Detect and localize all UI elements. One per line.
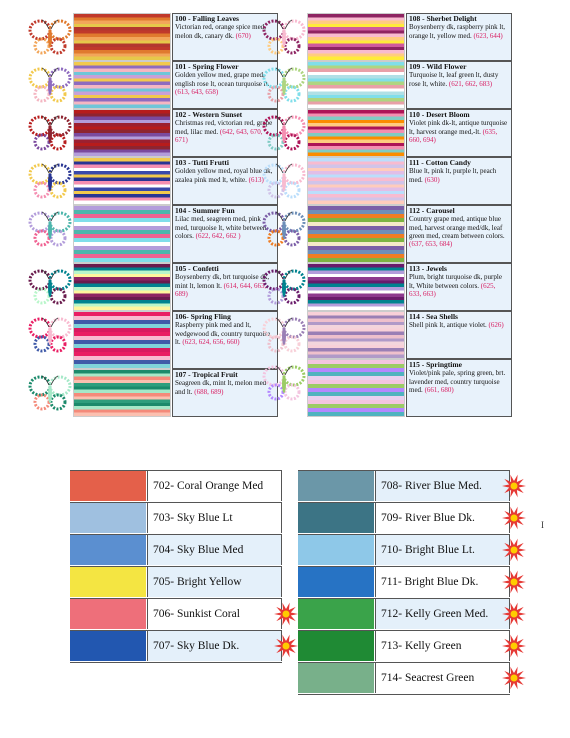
thread-title: 100 - Falling Leaves [175, 14, 239, 23]
thread-swatch [307, 359, 405, 417]
new-star-icon [502, 602, 526, 626]
solid-color-row [298, 663, 510, 695]
solid-color-label: 703- Sky Blue Lt [147, 503, 282, 533]
solid-color-row [70, 631, 282, 663]
thread-numbers: (626) [488, 321, 504, 330]
thread-colors-text: Raspberry pink med and lt, wedgewood dk, country turquoise lt. [175, 321, 271, 346]
thread-title: 110 - Desert Bloom [409, 110, 470, 119]
thread-title: 104 - Summer Fun [175, 206, 235, 215]
thread-title: 102 - Western Sunset [175, 110, 243, 119]
thread-colors-text: Plum, bright turquoise dk, purple lt, White between colors. [409, 273, 502, 290]
butterfly-icon [28, 373, 72, 413]
new-star-icon [274, 602, 298, 626]
thread-swatch [73, 205, 171, 263]
thread-swatch [73, 369, 171, 417]
solid-swatch [298, 663, 374, 693]
thread-description [406, 61, 512, 109]
solid-color-row [298, 599, 510, 631]
thread-numbers: (621, 662, 683) [448, 79, 493, 88]
thread-description [406, 359, 512, 417]
thread-swatch [307, 61, 405, 109]
stray-mark: I [541, 520, 544, 530]
thread-description [406, 109, 512, 157]
thread-title: 103 - Tutti Frutti [175, 158, 229, 167]
thread-title: 113 - Jewels [409, 264, 447, 273]
solid-colors-table-left [70, 470, 282, 663]
butterfly-icon [262, 113, 306, 153]
new-star-icon [502, 570, 526, 594]
thread-title: 114 - Sea Shells [409, 312, 458, 321]
new-star-icon [502, 474, 526, 498]
butterfly-icon [262, 17, 306, 57]
solid-color-label: 713- Kelly Green [375, 631, 510, 661]
thread-title: 108 - Sherbet Delight [409, 14, 477, 23]
thread-colors-text: Blue lt, pink lt, purple lt, peach med. [409, 167, 497, 184]
thread-numbers: (614, 644, 663, 689) [175, 281, 267, 298]
solid-swatch [298, 631, 374, 661]
solid-color-row [70, 471, 282, 503]
solid-color-row [298, 535, 510, 567]
thread-colors-text: Boysenberry dk, brt turquoise dk, mint lt, lemon lt. [175, 273, 270, 290]
thread-colors-text: Christmas red, victorian red, grape med, lilac med. [175, 119, 273, 136]
thread-numbers: (642, 643, 670, 671) [175, 127, 263, 144]
thread-description [406, 13, 512, 61]
thread-numbers: (635, 660, 694) [409, 127, 498, 144]
solid-swatch [70, 567, 146, 597]
solid-color-label: 708- River Blue Med. [375, 471, 510, 501]
thread-colors-text: Lilac med, seagreen med, pink med, turquoise lt, white between colors. [175, 215, 267, 240]
solid-color-row [298, 631, 510, 663]
thread-swatch [307, 157, 405, 205]
thread-colors-text: Shell pink lt, antique violet. [409, 321, 487, 330]
thread-title: 105 - Confetti [175, 264, 219, 273]
thread-swatch [307, 263, 405, 311]
new-star-icon [502, 506, 526, 530]
butterfly-icon [28, 113, 72, 153]
solid-color-label: 714- Seacrest Green [375, 663, 510, 693]
new-star-icon [502, 538, 526, 562]
thread-description [406, 157, 512, 205]
thread-colors-text: Violet pink dk-lt, antique turquoise lt, harvest orange med,-lt. [409, 119, 508, 136]
solid-color-row [298, 503, 510, 535]
thread-title: 111 - Cotton Candy [409, 158, 471, 167]
solid-color-label: 706- Sunkist Coral [147, 599, 282, 629]
solid-color-label: 710- Bright Blue Lt. [375, 535, 510, 565]
thread-colors-text: Turquoise lt, leaf green lt, dusty rose lt, white. [409, 71, 499, 88]
thread-title: 112 - Carousel [409, 206, 455, 215]
thread-colors-text: Golden yellow med, royal blue dk, azalea pink med lt, white. [175, 167, 273, 184]
solid-color-row [70, 503, 282, 535]
solid-color-row [70, 535, 282, 567]
solid-color-label: 709- River Blue Dk. [375, 503, 510, 533]
thread-title: 115 - Springtime [409, 360, 462, 369]
thread-swatch [73, 13, 171, 61]
solid-color-row [298, 471, 510, 503]
thread-colors-text: Boysenberry dk, raspberry pink lt, orange lt, yellow med. [409, 23, 506, 40]
solid-color-row [70, 599, 282, 631]
thread-numbers: (623, 624, 656, 660) [182, 337, 240, 346]
butterfly-icon [262, 267, 306, 307]
butterfly-icon [28, 161, 72, 201]
thread-swatch [73, 61, 171, 109]
thread-swatch [73, 263, 171, 311]
thread-colors-text: Country grape med, antique blue med, harvest orange med/dk, leaf green med, cream between colors. [409, 215, 505, 240]
solid-color-label: 705- Bright Yellow [147, 567, 282, 597]
thread-numbers: (613) [248, 175, 264, 184]
solid-color-label: 707- Sky Blue Dk. [147, 631, 282, 661]
thread-numbers: (623, 644) [473, 31, 503, 40]
thread-numbers: (625, 633, 663) [409, 281, 496, 298]
butterfly-icon [28, 209, 72, 249]
thread-numbers: (613, 643, 658) [175, 87, 219, 96]
butterfly-icon [28, 267, 72, 307]
solid-swatch [70, 471, 146, 501]
solid-color-label: 702- Coral Orange Med [147, 471, 282, 501]
solid-swatch [70, 535, 146, 565]
solid-swatch [298, 599, 374, 629]
new-star-icon [502, 634, 526, 658]
thread-title: 109 - Wild Flower [409, 62, 467, 71]
thread-numbers: (661, 680) [424, 385, 454, 394]
thread-numbers: (637, 653, 684) [409, 240, 453, 249]
solid-swatch [298, 471, 374, 501]
thread-swatch [73, 157, 171, 205]
thread-title: 107 - Tropical Fruit [175, 370, 238, 379]
thread-swatch [73, 109, 171, 157]
solid-color-label: 711- Bright Blue Dk. [375, 567, 510, 597]
butterfly-icon [262, 209, 306, 249]
butterfly-icon [262, 315, 306, 355]
solid-colors-table-right [298, 470, 510, 695]
butterfly-icon [28, 17, 72, 57]
thread-title: 101 - Spring Flower [175, 62, 239, 71]
thread-swatch [307, 311, 405, 359]
butterfly-icon [262, 363, 306, 403]
new-star-icon [502, 666, 526, 690]
solid-swatch [298, 503, 374, 533]
thread-swatch [307, 13, 405, 61]
new-star-icon [274, 634, 298, 658]
thread-swatch [307, 205, 405, 263]
thread-title: 106- Spring Fling [175, 312, 231, 321]
thread-colors-text: Violet/pink pale, spring green, brt. lavender med, country turquoise med. [409, 369, 506, 394]
thread-description [406, 205, 512, 263]
solid-color-row [70, 567, 282, 599]
butterfly-icon [28, 65, 72, 105]
solid-swatch [298, 535, 374, 565]
thread-colors-text: Seagreen dk, mint lt, melon med and lt. [175, 379, 267, 396]
solid-swatch [298, 567, 374, 597]
butterfly-icon [262, 161, 306, 201]
thread-description [406, 311, 512, 359]
solid-swatch [70, 599, 146, 629]
butterfly-icon [28, 315, 72, 355]
thread-numbers: (622, 642, 662 ) [195, 231, 241, 240]
thread-colors-text: Golden yellow med, grape med, english rose lt, ocean turquoise lt. [175, 71, 270, 88]
thread-colors-text: Victorian red, orange spice med, melon dk, canary dk. [175, 23, 266, 40]
solid-color-label: 704- Sky Blue Med [147, 535, 282, 565]
solid-swatch [70, 503, 146, 533]
thread-numbers: (670) [235, 31, 251, 40]
solid-color-row [298, 567, 510, 599]
butterfly-icon [262, 65, 306, 105]
solid-color-label: 712- Kelly Green Med. [375, 599, 510, 629]
thread-numbers: (688, 689) [194, 387, 224, 396]
thread-numbers: (630) [424, 175, 440, 184]
solid-swatch [70, 631, 146, 661]
thread-swatch [307, 109, 405, 157]
thread-swatch [73, 311, 171, 369]
thread-description [406, 263, 512, 311]
